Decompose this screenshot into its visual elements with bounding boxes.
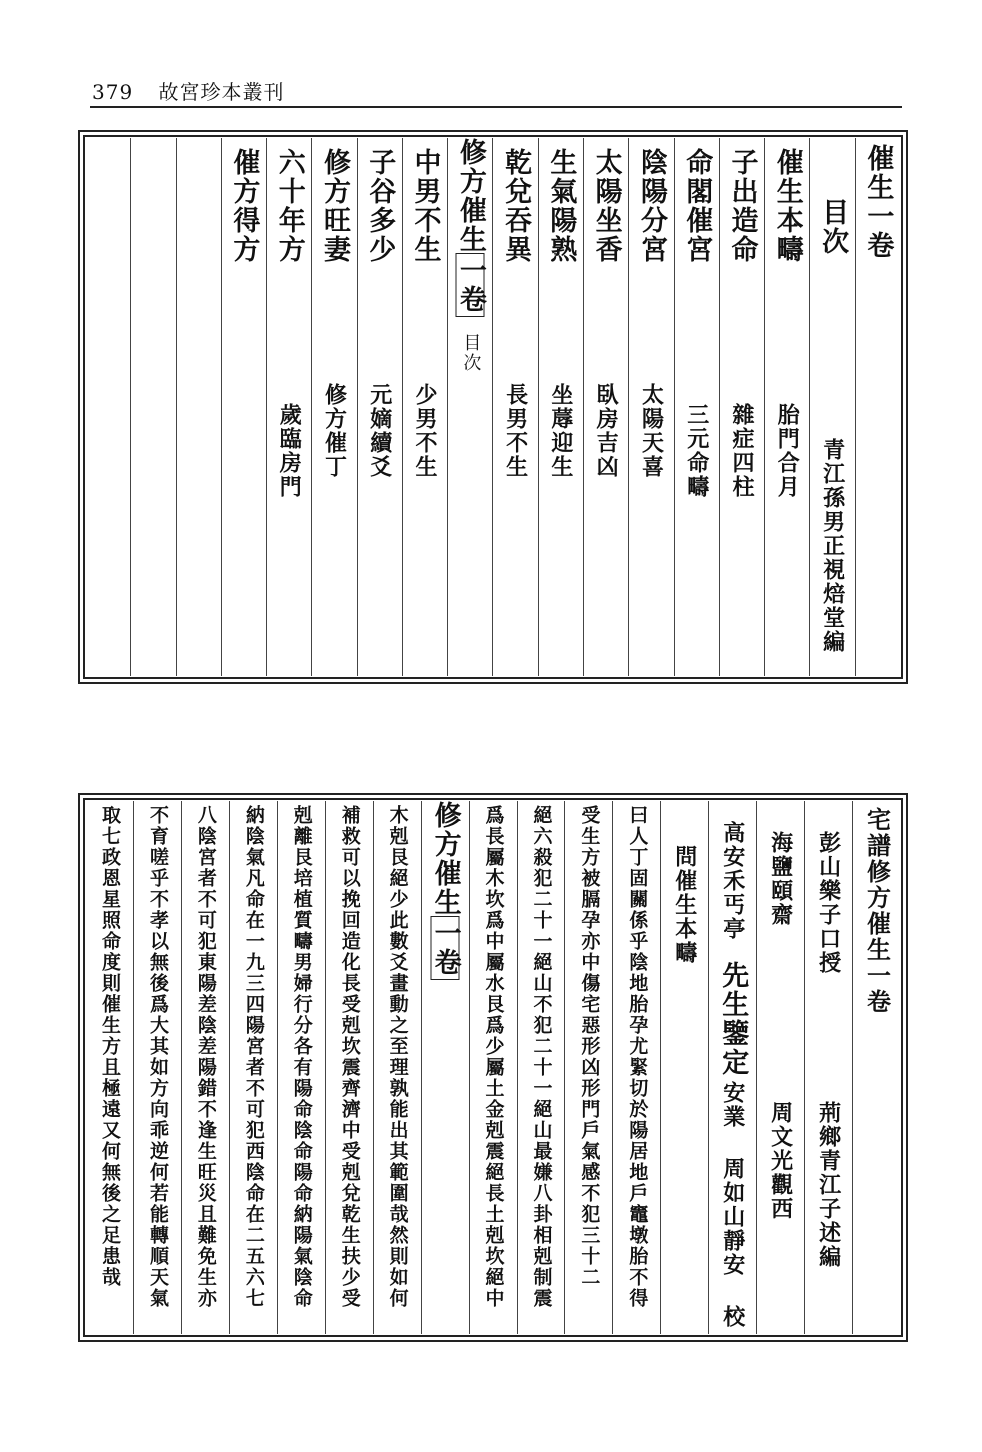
credit-line: 彭山樂子口授 [815, 831, 842, 975]
toc-entry: 乾兌吞異 [500, 148, 532, 264]
body-text: 絕六殺犯二十一絕山不犯二十一絕山最嫌八卦相剋制震 [530, 805, 553, 1309]
text-column [852, 801, 900, 1334]
body-text: 八陰宮者不可犯東陽差陰差陽錯不逢生旺災且難免生亦 [194, 805, 217, 1309]
body-text: 納陰氣凡命在一九三四陽宮者不可犯西陰命在二五六七 [242, 805, 265, 1309]
credit-line: 荊鄉青江子述編 [815, 1101, 842, 1269]
toc-row [492, 138, 537, 676]
toc-entry: 命閣催宮 [681, 148, 713, 264]
toc-entry: 生氣陽熟 [545, 148, 577, 264]
empty-column [176, 138, 221, 676]
toc-entry: 催生本疇 [771, 148, 803, 264]
text-column [86, 801, 133, 1334]
text-column [373, 801, 421, 1334]
toc-row [402, 138, 447, 676]
contents-header-column [809, 138, 854, 676]
toc-row [266, 138, 311, 676]
title-column [855, 138, 900, 676]
toc-entry: 中男不生 [409, 148, 441, 264]
toc-entry: 子谷多少 [364, 148, 396, 264]
text-column [181, 801, 229, 1334]
text-column [277, 801, 325, 1334]
toc-entry: 雜症四柱 [729, 403, 756, 499]
body-text: 不育嗟乎不孝以無後爲大其如方向乖逆何若能轉順天氣 [146, 805, 169, 1309]
page-number: 379 [92, 80, 134, 104]
toc-row [583, 138, 628, 676]
toc-row [538, 138, 583, 676]
fold-title: 修方催生 [429, 801, 461, 917]
compiler-credit: 青江孫男正視焙堂編 [819, 438, 846, 654]
toc-entry: 催方得方 [228, 148, 260, 264]
text-column [133, 801, 181, 1334]
toc-entry: 修方旺妻 [318, 148, 350, 264]
text-page [78, 793, 908, 1342]
text-column [469, 801, 517, 1334]
toc-entry: 目次 [460, 333, 482, 373]
text-column [612, 801, 660, 1334]
text-column [708, 801, 756, 1334]
section-heading: 問催生本疇 [671, 821, 698, 965]
toc-row [674, 138, 719, 676]
toc-entry: 胎門合月 [774, 403, 801, 499]
toc-row [447, 138, 492, 676]
empty-column [130, 138, 175, 676]
body-text: 曰人丁固關係乎陰地胎孕尤緊切於陽居地戶竈墩胎不得 [626, 805, 649, 1309]
chapter-title: 宅譜修方催生一卷 [862, 807, 892, 1015]
book-title: 催生一卷 [862, 144, 894, 260]
text-column [325, 801, 373, 1334]
toc-row [357, 138, 402, 676]
body-text: 爲長屬木坎爲中屬水艮爲少屬土金剋震絕長土剋坎絕中 [482, 805, 505, 1309]
contents-label: 目次 [817, 198, 849, 256]
contents-page [78, 130, 908, 684]
body-text: 木剋艮絕少此數爻畫動之至理孰能出其範圍哉然則如何 [386, 805, 409, 1309]
toc-entry: 坐蓐迎生 [547, 383, 574, 479]
toc-row [764, 138, 809, 676]
toc-entry: 六十年方 [273, 148, 305, 264]
toc-row [311, 138, 356, 676]
running-header [92, 76, 285, 105]
text-column [421, 801, 469, 1334]
toc-row [719, 138, 764, 676]
toc-entry: 子出造命 [726, 148, 758, 264]
toc-row [628, 138, 673, 676]
credit-line: 高安禾丐亭 [719, 821, 746, 941]
text-column [564, 801, 612, 1334]
body-text: 取七政恩星照命度則催生方且極遠又何無後之足患哉 [99, 805, 122, 1288]
body-text: 剋離艮培植質疇男婦行分各有陽命陰命陽命納陽氣陰命 [290, 805, 313, 1309]
credit-line: 海鹽頤齋 [767, 831, 794, 927]
text-column [756, 801, 804, 1334]
body-text: 受生方被膈孕亦中傷宅惡形凶形門戶氣感不犯三十二 [578, 805, 601, 1288]
toc-entry: 少男不生 [412, 383, 439, 479]
toc-entry: 元嫡續爻 [366, 383, 393, 479]
body-text: 補救可以挽回造化長受剋坎震齊濟中受剋兌乾生扶少受 [338, 805, 361, 1309]
toc-entry: 陰陽分宮 [635, 148, 667, 264]
text-column [229, 801, 277, 1334]
empty-column [86, 138, 130, 676]
fold-volume: 一卷 [431, 916, 460, 980]
credit-line: 安業 周如山靜安 校 [719, 1081, 746, 1329]
credit-line: 先生鑒定 [717, 961, 749, 1077]
credit-line: 周文光觀西 [767, 1101, 794, 1221]
text-column [804, 801, 852, 1334]
toc-entry: 一卷 [456, 253, 485, 317]
text-column [660, 801, 708, 1334]
toc-entry: 太陽天喜 [638, 383, 665, 479]
series-title: 故宮珍本叢刊 [158, 80, 285, 104]
toc-entry: 長男不生 [502, 383, 529, 479]
toc-entry: 太陽坐香 [590, 148, 622, 264]
toc-entry: 修方催丁 [321, 383, 348, 479]
toc-row [221, 138, 266, 676]
header-rule [90, 106, 902, 108]
toc-entry: 歲臨房門 [276, 403, 303, 499]
toc-entry: 臥房吉凶 [593, 383, 620, 479]
text-column [517, 801, 565, 1334]
toc-entry: 三元命疇 [683, 403, 710, 499]
toc-entry: 修方催生 [454, 138, 486, 254]
